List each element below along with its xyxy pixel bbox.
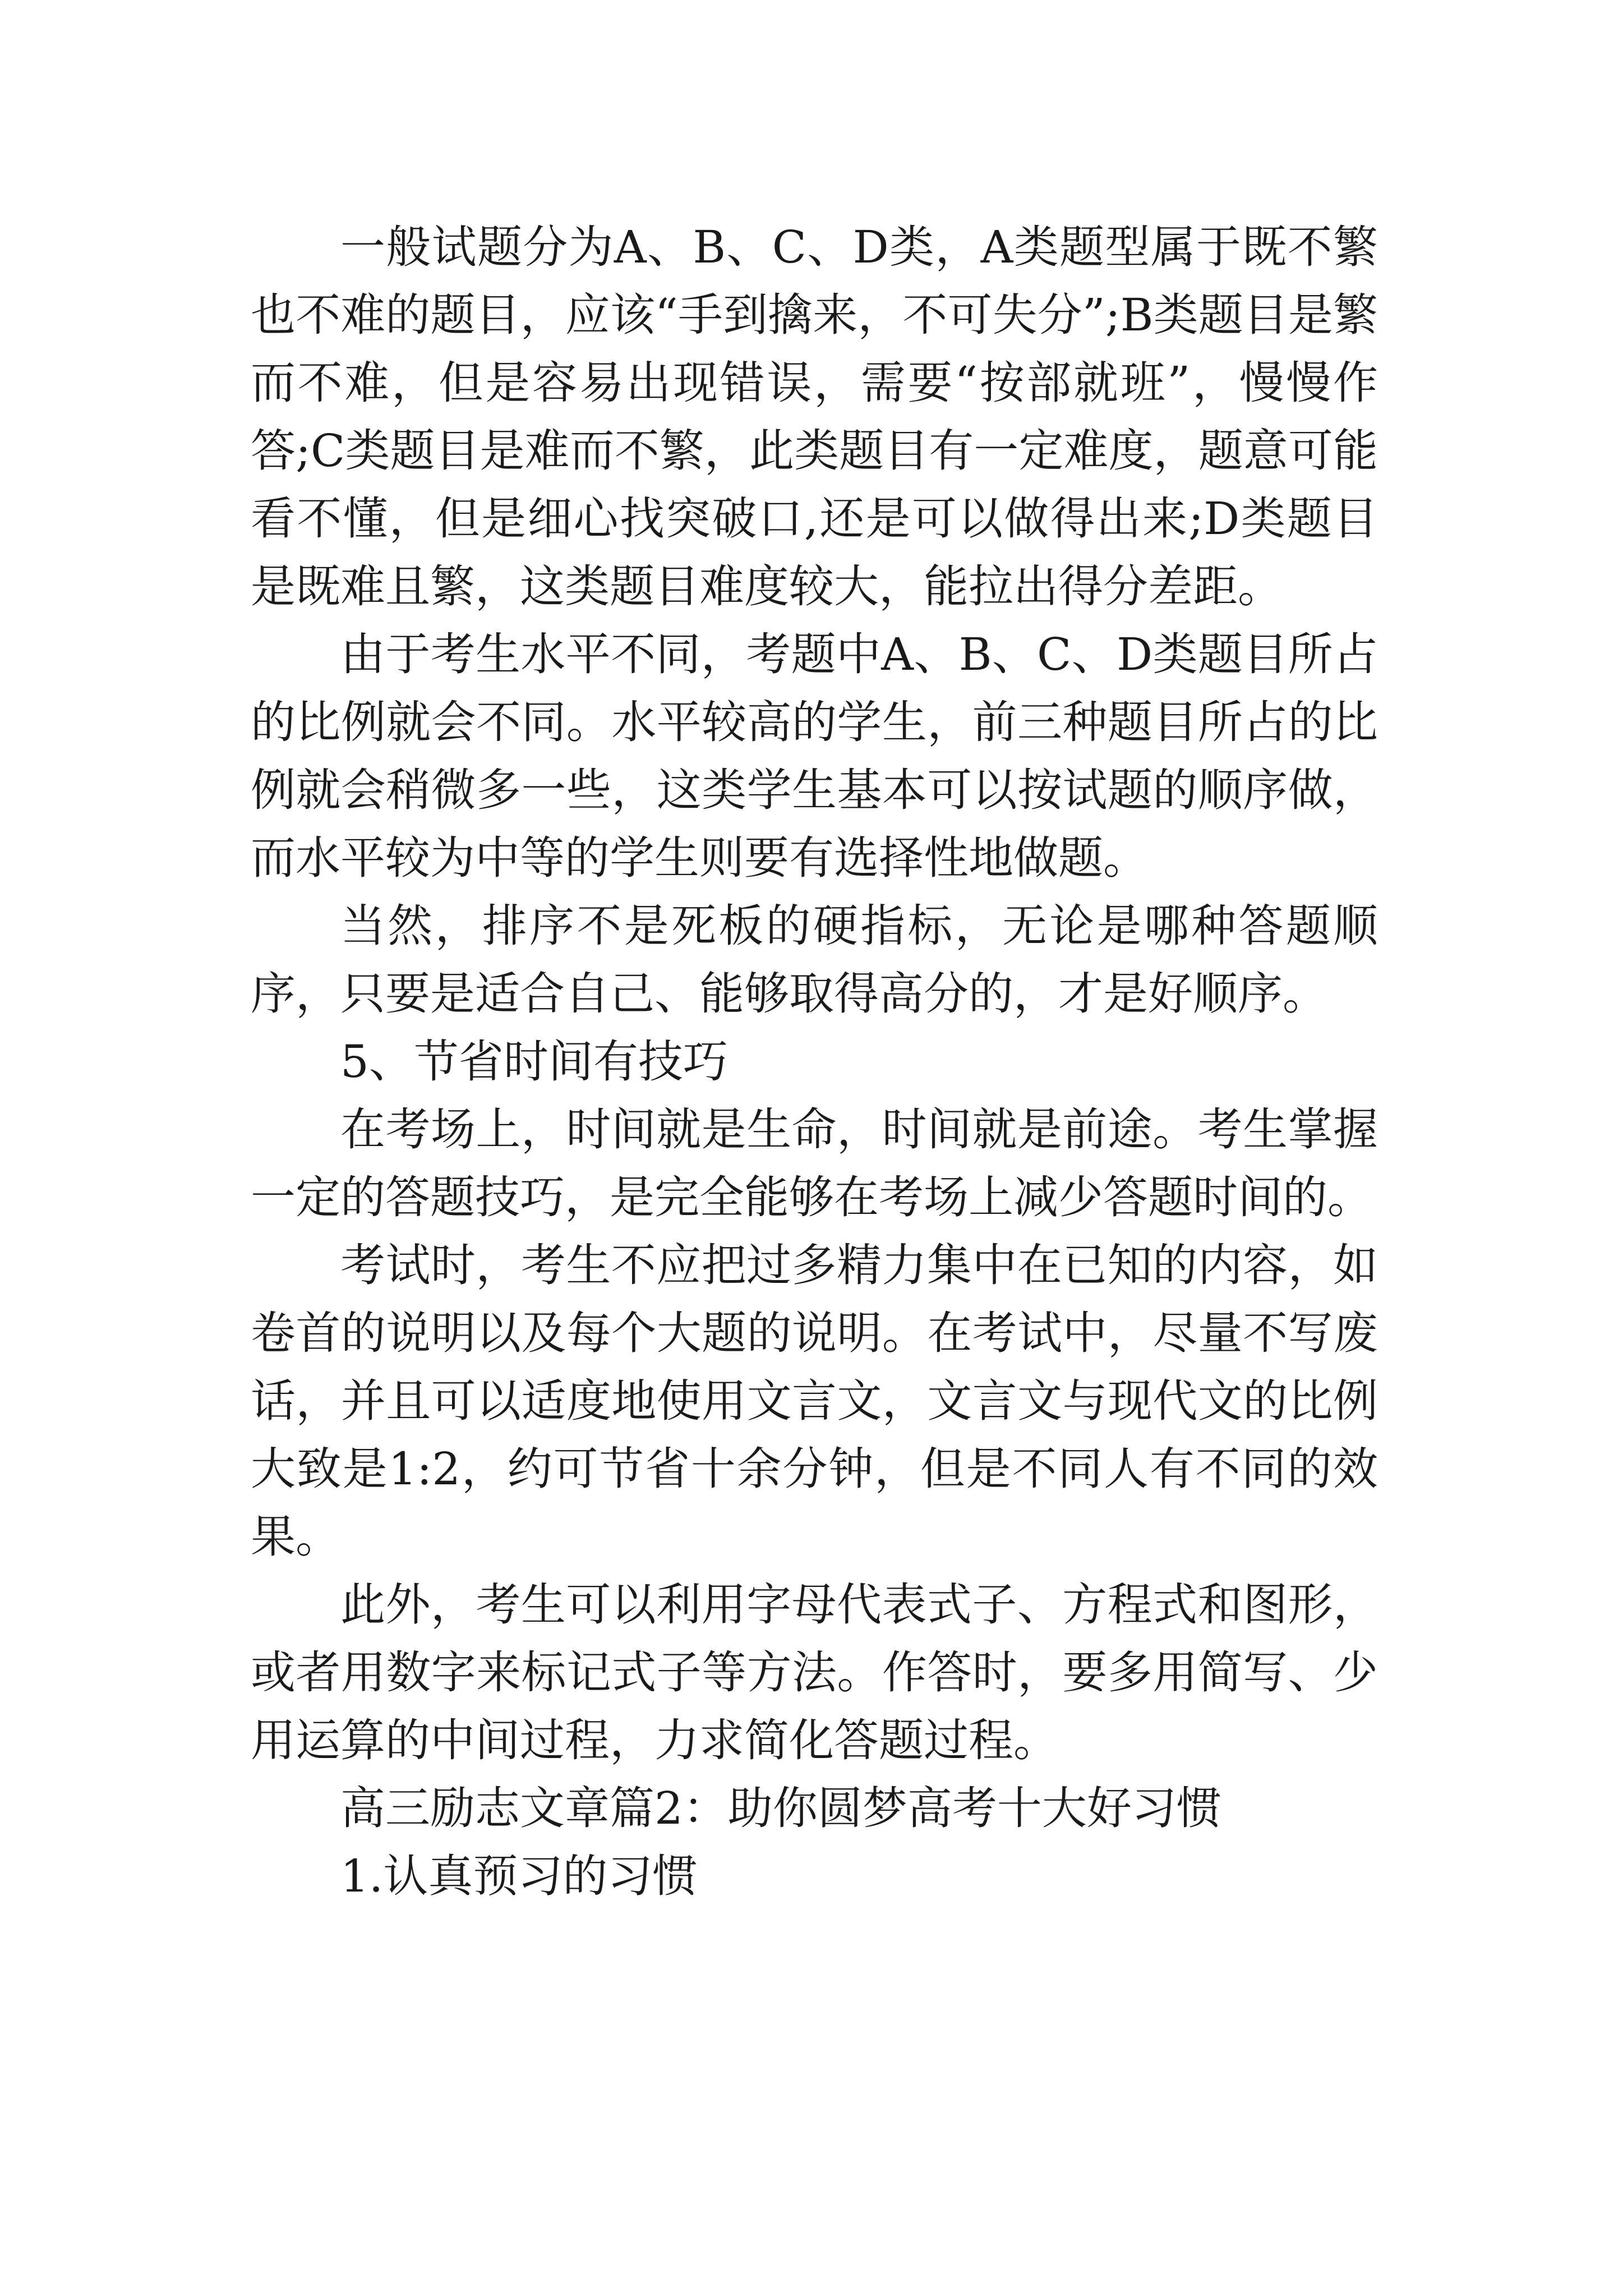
section-heading-save-time: 5、节省时间有技巧 [340,1036,728,1088]
document-body [251,213,1378,1910]
paragraph-symbols-tips: 此外，考生可以利用字母代表式子、方程式和图形，或者用数字来标记式子等方法。作答时，要多用简写、少用运算的中间过程，力求简化答题过程。 [251,1579,1378,1766]
paragraph-exam-tips: 考试时，考生不应把过多精力集中在已知的内容，如卷首的说明以及每个大题的说明。在考试中，尽量不写废话，并且可以适度地使用文言文，文言文与现代文的比例大致是1:2，约可节省十余分钟，但是不同人有不同的效果。 [251,1239,1378,1563]
article-heading-habits: 高三励志文章篇2：助你圆梦高考十大好习惯 [340,1782,1221,1834]
paragraph-time-is-life: 在考场上，时间就是生命，时间就是前途。考生掌握一定的答题技巧，是完全能够在考场上减少答题时间的。 [251,1103,1378,1223]
paragraph-student-level: 由于考生水平不同，考题中A、B、C、D类题目所占的比例就会不同。水平较高的学生，前三种题目所占的比例就会稍微多一些，这类学生基本可以按试题的顺序做，而水平较为中等的学生则要有选择性地做题。 [251,628,1378,884]
list-item-preview-habit: 1.认真预习的习惯 [340,1850,698,1902]
paragraph-question-types: 一般试题分为A、B、C、D类，A类题型属于既不繁也不难的题目，应该“手到擒来，不可失分”;B类题目是繁而不难，但是容易出现错误，需要“按部就班”，慢慢作答;C类题目是难而不繁，此类题目有一定难度，题意可能看不懂，但是细心找突破口,还是可以做得出来;D类题目是既难且繁，这类题目难度较大，能拉出得分差距。 [251,221,1378,613]
paragraph-order-flexible: 当然，排序不是死板的硬指标，无论是哪种答题顺序，只要是适合自己、能够取得高分的，才是好顺序。 [251,900,1378,1020]
